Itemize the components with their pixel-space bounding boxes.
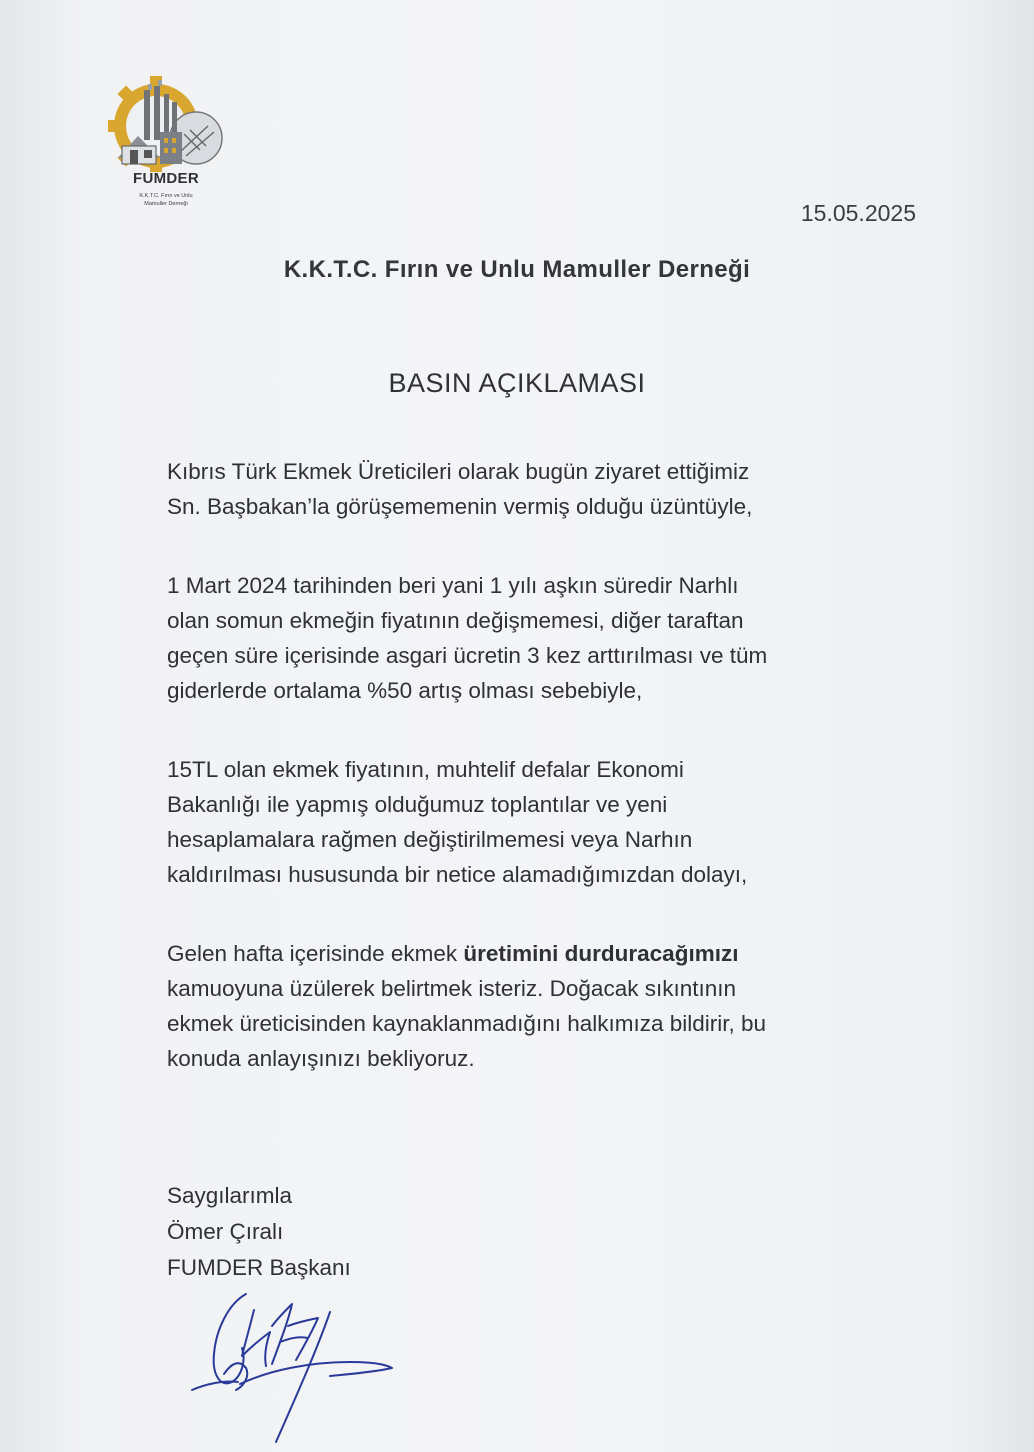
document-date: 15.05.2025 [800,200,916,226]
text-line: geçen süre içerisinde asgari ücretin 3 kez arttırılması ve tüm [167,643,768,668]
signer-name: Ömer Çıralı [167,1219,284,1244]
signer-role: FUMDER Başkanı [167,1255,351,1280]
text-line: 15TL olan ekmek fiyatının, muhtelif defalar Ekonomi [167,757,684,782]
organization-title: K.K.T.C. Fırın ve Unlu Mamuller Derneği [283,256,751,283]
closing-block [167,1178,351,1286]
text-line: kamuoyuna üzülerek belirtmek isteriz. Doğacak sıkıntının [167,976,737,1001]
handwritten-signature [180,1282,420,1452]
paragraph [167,454,927,524]
text-segment: Gelen hafta içerisinde ekmek [167,941,464,966]
text-line: konuda anlayışınızı bekliyoruz. [167,1046,475,1071]
text-line: kaldırılması hususunda bir netice alamadığımızdan dolayı, [167,862,748,887]
text-line: olan somun ekmeğin fiyatının değişmemesi, diğer taraftan [167,608,744,633]
paragraph [167,936,927,1076]
text-line: giderlerde ortalama %50 artış olması sebebiyle, [167,678,643,703]
text-line: Sn. Başbakan’la görüşememenin vermiş olduğu üzüntüyle, [167,494,753,519]
text-line [167,936,927,971]
text-line: ekmek üreticisinden kaynaklanmadığını halkımıza bildirir, bu [167,1011,767,1036]
logo-subtitle-line: K.K.T.C. Fırın ve Unlu [139,193,193,199]
emphasized-text: üretimini durduracağımızı [463,941,739,966]
logo-name: FUMDER [133,170,199,187]
document-body [167,454,927,1120]
salutation: Saygılarımla [167,1183,293,1208]
text-line: hesaplamalara rağmen değiştirilmemesi veya Narhın [167,827,693,852]
text-line: Kıbrıs Türk Ekmek Üreticileri olarak bugün ziyaret ettiğimiz [167,459,750,484]
fumder-logo [104,76,228,216]
text-line: 1 Mart 2024 tarihinden beri yani 1 yılı aşkın süredir Narhlı [167,573,739,598]
document-title: BASIN AÇIKLAMASI [388,368,646,398]
text-line: Bakanlığı ile yapmış olduğumuz toplantılar ve yeni [167,792,668,817]
paragraph [167,752,927,892]
paragraph [167,568,927,708]
logo-subtitle [104,192,228,208]
logo-subtitle-line: Mamuller Derneği [144,201,188,207]
factory-gear-logo-icon [104,76,228,172]
